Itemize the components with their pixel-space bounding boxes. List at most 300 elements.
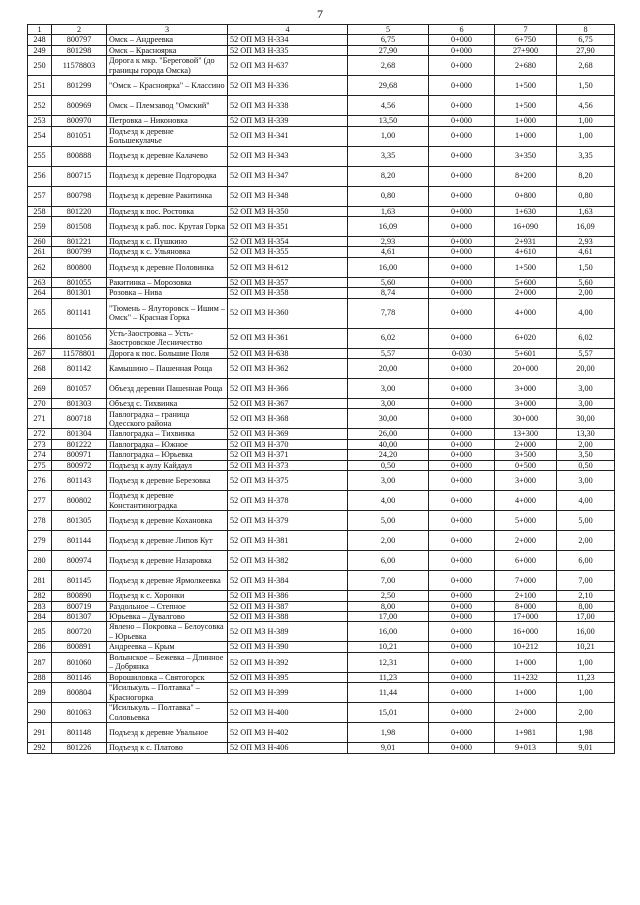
start-km-cell: 0+000 xyxy=(429,571,495,591)
road-id-cell: 52 ОП МЗ Н-361 xyxy=(228,328,348,348)
start-km-cell: 0+000 xyxy=(429,237,495,247)
table-row xyxy=(28,672,615,682)
road-id-cell: 52 ОП МЗ Н-381 xyxy=(228,531,348,551)
section-length-cell: 8,20 xyxy=(557,166,615,186)
road-length-cell: 4,00 xyxy=(348,491,429,511)
road-length-cell: 24,20 xyxy=(348,450,429,460)
table-row xyxy=(28,328,615,348)
road-name-cell: Петровка – Никоновка xyxy=(107,116,228,126)
end-km-cell: 3+500 xyxy=(495,450,557,460)
road-code-cell: 801307 xyxy=(52,611,107,621)
road-name-cell: Павлоградка – Тихвинка xyxy=(107,429,228,439)
road-id-cell: 52 ОП МЗ Н-389 xyxy=(228,622,348,642)
section-length-cell: 1,98 xyxy=(557,723,615,743)
section-length-cell: 6,75 xyxy=(557,35,615,45)
road-length-cell: 5,60 xyxy=(348,277,429,287)
section-length-cell: 4,56 xyxy=(557,96,615,116)
row-number-cell: 289 xyxy=(28,683,52,703)
road-name-cell: Подъезд к раб. пос. Крутая Горка xyxy=(107,217,228,237)
start-km-cell: 0+000 xyxy=(429,45,495,55)
end-km-cell: 0+500 xyxy=(495,460,557,470)
start-km-cell: 0+000 xyxy=(429,642,495,652)
row-number-cell: 256 xyxy=(28,166,52,186)
column-header: 7 xyxy=(495,25,557,35)
section-length-cell: 1,00 xyxy=(557,116,615,126)
start-km-cell: 0+000 xyxy=(429,611,495,621)
road-name-cell: Явлено – Покровка – Белоусовка – Юрьевка xyxy=(107,622,228,642)
road-length-cell: 15,01 xyxy=(348,703,429,723)
table-row xyxy=(28,247,615,257)
road-name-cell: "Омск – Красноярка" – Классино xyxy=(107,76,228,96)
road-code-cell: 800800 xyxy=(52,257,107,277)
road-length-cell: 3,35 xyxy=(348,146,429,166)
road-code-cell: 801145 xyxy=(52,571,107,591)
road-id-cell: 52 ОП МЗ Н-362 xyxy=(228,359,348,379)
road-code-cell: 801056 xyxy=(52,328,107,348)
row-number-cell: 266 xyxy=(28,328,52,348)
end-km-cell: 3+000 xyxy=(495,399,557,409)
start-km-cell: 0+000 xyxy=(429,56,495,76)
road-name-cell: Объезд деревни Пашенная Роща xyxy=(107,379,228,399)
table-row xyxy=(28,703,615,723)
start-km-cell: 0+000 xyxy=(429,277,495,287)
row-number-cell: 268 xyxy=(28,359,52,379)
road-code-cell: 800891 xyxy=(52,642,107,652)
row-number-cell: 277 xyxy=(28,491,52,511)
road-id-cell: 52 ОП МЗ Н-369 xyxy=(228,429,348,439)
road-name-cell: Подъезд к пос. Ростовка xyxy=(107,206,228,216)
section-length-cell: 1,50 xyxy=(557,76,615,96)
table-row xyxy=(28,409,615,429)
road-id-cell: 52 ОП МЗ Н-375 xyxy=(228,471,348,491)
road-code-cell: 800974 xyxy=(52,551,107,571)
section-length-cell: 0,50 xyxy=(557,460,615,470)
start-km-cell: 0+000 xyxy=(429,683,495,703)
start-km-cell: 0+000 xyxy=(429,217,495,237)
road-code-cell: 800799 xyxy=(52,247,107,257)
road-name-cell: Омск – Племзавод "Омский" xyxy=(107,96,228,116)
row-number-cell: 270 xyxy=(28,399,52,409)
row-number-cell: 264 xyxy=(28,288,52,298)
section-length-cell: 1,00 xyxy=(557,652,615,672)
end-km-cell: 3+350 xyxy=(495,146,557,166)
start-km-cell: 0+000 xyxy=(429,206,495,216)
road-name-cell: Дорога к пос. Большие Поля xyxy=(107,348,228,358)
end-km-cell: 2+000 xyxy=(495,439,557,449)
row-number-cell: 278 xyxy=(28,511,52,531)
road-name-cell: Подъезд к деревне Большекулачье xyxy=(107,126,228,146)
road-id-cell: 52 ОП МЗ Н-355 xyxy=(228,247,348,257)
road-length-cell: 6,02 xyxy=(348,328,429,348)
road-length-cell: 2,93 xyxy=(348,237,429,247)
table-row xyxy=(28,471,615,491)
section-length-cell: 3,35 xyxy=(557,146,615,166)
road-name-cell: Подъезд к с. Пушкино xyxy=(107,237,228,247)
row-number-cell: 280 xyxy=(28,551,52,571)
end-km-cell: 1+500 xyxy=(495,96,557,116)
end-km-cell: 2+000 xyxy=(495,703,557,723)
table-row xyxy=(28,206,615,216)
table-row xyxy=(28,116,615,126)
column-header: 1 xyxy=(28,25,52,35)
start-km-cell: 0+000 xyxy=(429,551,495,571)
road-code-cell: 800971 xyxy=(52,450,107,460)
table-row xyxy=(28,439,615,449)
section-length-cell: 5,00 xyxy=(557,511,615,531)
road-id-cell: 52 ОП МЗ Н-358 xyxy=(228,288,348,298)
start-km-cell: 0+000 xyxy=(429,186,495,206)
row-number-cell: 272 xyxy=(28,429,52,439)
section-length-cell: 20,00 xyxy=(557,359,615,379)
table-row xyxy=(28,611,615,621)
road-id-cell: 52 ОП МЗ Н-395 xyxy=(228,672,348,682)
road-id-cell: 52 ОП МЗ Н-388 xyxy=(228,611,348,621)
start-km-cell: 0-030 xyxy=(429,348,495,358)
end-km-cell: 13+300 xyxy=(495,429,557,439)
row-number-cell: 249 xyxy=(28,45,52,55)
section-length-cell: 0,80 xyxy=(557,186,615,206)
road-name-cell: Павлоградка – Юрьевка xyxy=(107,450,228,460)
road-id-cell: 52 ОП МЗ Н-343 xyxy=(228,146,348,166)
road-name-cell: Подъезд к деревне Кохановка xyxy=(107,511,228,531)
road-length-cell: 8,74 xyxy=(348,288,429,298)
row-number-cell: 255 xyxy=(28,146,52,166)
road-name-cell: "Тюмень – Ялуторовск – Ишим – Омск" – Красная Горка xyxy=(107,298,228,328)
section-length-cell: 11,23 xyxy=(557,672,615,682)
road-name-cell: Андреевка – Крым xyxy=(107,642,228,652)
table-row xyxy=(28,298,615,328)
road-code-cell: 801148 xyxy=(52,723,107,743)
table-row xyxy=(28,257,615,277)
road-id-cell: 52 ОП МЗ Н-334 xyxy=(228,35,348,45)
end-km-cell: 8+200 xyxy=(495,166,557,186)
road-name-cell: Омск – Красноярка xyxy=(107,45,228,55)
start-km-cell: 0+000 xyxy=(429,116,495,126)
road-id-cell: 52 ОП МЗ Н-350 xyxy=(228,206,348,216)
road-length-cell: 3,00 xyxy=(348,471,429,491)
table-row xyxy=(28,460,615,470)
road-id-cell: 52 ОП МЗ Н-400 xyxy=(228,703,348,723)
road-length-cell: 10,21 xyxy=(348,642,429,652)
road-code-cell: 801063 xyxy=(52,703,107,723)
table-row xyxy=(28,146,615,166)
road-name-cell: Волынское – Бежевка – Длинное – Добрянка xyxy=(107,652,228,672)
road-code-cell: 801508 xyxy=(52,217,107,237)
road-length-cell: 9,01 xyxy=(348,743,429,753)
road-id-cell: 52 ОП МЗ Н-371 xyxy=(228,450,348,460)
start-km-cell: 0+000 xyxy=(429,672,495,682)
section-length-cell: 5,60 xyxy=(557,277,615,287)
table-row xyxy=(28,237,615,247)
road-name-cell: Подъезд к с. Платово xyxy=(107,743,228,753)
road-name-cell: Подъезд к деревне Подгородка xyxy=(107,166,228,186)
road-name-cell: "Исилькуль – Полтавка" – Соловьевка xyxy=(107,703,228,723)
row-number-cell: 285 xyxy=(28,622,52,642)
row-number-cell: 250 xyxy=(28,56,52,76)
row-number-cell: 273 xyxy=(28,439,52,449)
road-name-cell: Раздольное – Степное xyxy=(107,601,228,611)
table-row xyxy=(28,45,615,55)
road-code-cell: 801220 xyxy=(52,206,107,216)
table-row xyxy=(28,723,615,743)
table-row xyxy=(28,511,615,531)
row-number-cell: 254 xyxy=(28,126,52,146)
row-number-cell: 261 xyxy=(28,247,52,257)
road-code-cell: 801222 xyxy=(52,439,107,449)
road-name-cell: Юрьевка – Дувалгово xyxy=(107,611,228,621)
start-km-cell: 0+000 xyxy=(429,126,495,146)
section-length-cell: 3,00 xyxy=(557,471,615,491)
column-header: 6 xyxy=(429,25,495,35)
column-header: 3 xyxy=(107,25,228,35)
road-name-cell: Подъезд к деревне Березовка xyxy=(107,471,228,491)
road-length-cell: 6,75 xyxy=(348,35,429,45)
table-row xyxy=(28,96,615,116)
row-number-cell: 253 xyxy=(28,116,52,126)
road-id-cell: 52 ОП МЗ Н-402 xyxy=(228,723,348,743)
road-id-cell: 52 ОП МЗ Н-367 xyxy=(228,399,348,409)
row-number-cell: 265 xyxy=(28,298,52,328)
road-id-cell: 52 ОП МЗ Н-370 xyxy=(228,439,348,449)
road-id-cell: 52 ОП МЗ Н-406 xyxy=(228,743,348,753)
end-km-cell: 1+000 xyxy=(495,652,557,672)
road-name-cell: Подъезд к деревне Константиноградка xyxy=(107,491,228,511)
road-id-cell: 52 ОП МЗ Н-354 xyxy=(228,237,348,247)
section-length-cell: 3,00 xyxy=(557,379,615,399)
end-km-cell: 6+750 xyxy=(495,35,557,45)
end-km-cell: 16+000 xyxy=(495,622,557,642)
road-code-cell: 801143 xyxy=(52,471,107,491)
road-length-cell: 16,00 xyxy=(348,257,429,277)
section-length-cell: 9,01 xyxy=(557,743,615,753)
section-length-cell: 1,00 xyxy=(557,126,615,146)
row-number-cell: 292 xyxy=(28,743,52,753)
road-length-cell: 5,00 xyxy=(348,511,429,531)
section-length-cell: 5,57 xyxy=(557,348,615,358)
row-number-cell: 271 xyxy=(28,409,52,429)
road-length-cell: 3,00 xyxy=(348,399,429,409)
end-km-cell: 20+000 xyxy=(495,359,557,379)
road-length-cell: 2,00 xyxy=(348,531,429,551)
start-km-cell: 0+000 xyxy=(429,96,495,116)
road-length-cell: 16,09 xyxy=(348,217,429,237)
start-km-cell: 0+000 xyxy=(429,146,495,166)
section-length-cell: 2,68 xyxy=(557,56,615,76)
row-number-cell: 282 xyxy=(28,591,52,601)
road-code-cell: 800798 xyxy=(52,186,107,206)
start-km-cell: 0+000 xyxy=(429,328,495,348)
end-km-cell: 4+610 xyxy=(495,247,557,257)
road-code-cell: 801305 xyxy=(52,511,107,531)
start-km-cell: 0+000 xyxy=(429,450,495,460)
start-km-cell: 0+000 xyxy=(429,652,495,672)
road-name-cell: "Исилькуль – Полтавка" – Красногорка xyxy=(107,683,228,703)
row-number-cell: 269 xyxy=(28,379,52,399)
road-length-cell: 0,50 xyxy=(348,460,429,470)
road-name-cell: Ракитинка – Морозовка xyxy=(107,277,228,287)
end-km-cell: 5+000 xyxy=(495,511,557,531)
table-row xyxy=(28,491,615,511)
road-code-cell: 800720 xyxy=(52,622,107,642)
table-row xyxy=(28,166,615,186)
road-length-cell: 7,00 xyxy=(348,571,429,591)
table-body xyxy=(28,35,615,753)
road-length-cell: 6,00 xyxy=(348,551,429,571)
section-length-cell: 2,00 xyxy=(557,439,615,449)
start-km-cell: 0+000 xyxy=(429,601,495,611)
road-length-cell: 30,00 xyxy=(348,409,429,429)
table-row xyxy=(28,217,615,237)
column-header: 2 xyxy=(52,25,107,35)
start-km-cell: 0+000 xyxy=(429,460,495,470)
section-length-cell: 2,00 xyxy=(557,288,615,298)
end-km-cell: 6+000 xyxy=(495,551,557,571)
roads-table xyxy=(27,24,615,754)
table-row xyxy=(28,76,615,96)
road-code-cell: 801298 xyxy=(52,45,107,55)
page-number: 7 xyxy=(317,7,323,21)
end-km-cell: 1+000 xyxy=(495,126,557,146)
road-code-cell: 801146 xyxy=(52,672,107,682)
end-km-cell: 6+020 xyxy=(495,328,557,348)
road-name-cell: Подъезд к деревне Половинка xyxy=(107,257,228,277)
end-km-cell: 3+000 xyxy=(495,379,557,399)
road-code-cell: 11578801 xyxy=(52,348,107,358)
road-code-cell: 800804 xyxy=(52,683,107,703)
section-length-cell: 2,00 xyxy=(557,531,615,551)
road-code-cell: 800715 xyxy=(52,166,107,186)
road-length-cell: 11,23 xyxy=(348,672,429,682)
row-number-cell: 286 xyxy=(28,642,52,652)
section-length-cell: 2,00 xyxy=(557,703,615,723)
road-length-cell: 20,00 xyxy=(348,359,429,379)
table-row xyxy=(28,277,615,287)
row-number-cell: 275 xyxy=(28,460,52,470)
end-km-cell: 4+000 xyxy=(495,298,557,328)
road-length-cell: 2,68 xyxy=(348,56,429,76)
road-id-cell: 52 ОП МЗ Н-379 xyxy=(228,511,348,531)
end-km-cell: 30+000 xyxy=(495,409,557,429)
road-name-cell: Усть-Заостровка – Усть-Заостровское Лесничество xyxy=(107,328,228,348)
road-id-cell: 52 ОП МЗ Н-386 xyxy=(228,591,348,601)
start-km-cell: 0+000 xyxy=(429,491,495,511)
table-row xyxy=(28,642,615,652)
start-km-cell: 0+000 xyxy=(429,166,495,186)
road-id-cell: 52 ОП МЗ Н-335 xyxy=(228,45,348,55)
road-code-cell: 800802 xyxy=(52,491,107,511)
road-length-cell: 13,50 xyxy=(348,116,429,126)
row-number-cell: 248 xyxy=(28,35,52,45)
section-length-cell: 8,00 xyxy=(557,601,615,611)
section-length-cell: 30,00 xyxy=(557,409,615,429)
road-id-cell: 52 ОП МЗ Н-336 xyxy=(228,76,348,96)
start-km-cell: 0+000 xyxy=(429,723,495,743)
end-km-cell: 11+232 xyxy=(495,672,557,682)
road-id-cell: 52 ОП МЗ Н-373 xyxy=(228,460,348,470)
road-code-cell: 801055 xyxy=(52,277,107,287)
road-length-cell: 29,68 xyxy=(348,76,429,96)
end-km-cell: 17+000 xyxy=(495,611,557,621)
road-length-cell: 3,00 xyxy=(348,379,429,399)
road-id-cell: 52 ОП МЗ Н-612 xyxy=(228,257,348,277)
road-name-cell: Подъезд к деревне Ракитинка xyxy=(107,186,228,206)
start-km-cell: 0+000 xyxy=(429,429,495,439)
start-km-cell: 0+000 xyxy=(429,288,495,298)
row-number-cell: 284 xyxy=(28,611,52,621)
road-length-cell: 8,20 xyxy=(348,166,429,186)
table-row xyxy=(28,652,615,672)
table-row xyxy=(28,35,615,45)
section-length-cell: 3,00 xyxy=(557,399,615,409)
section-length-cell: 4,61 xyxy=(557,247,615,257)
start-km-cell: 0+000 xyxy=(429,471,495,491)
row-number-cell: 263 xyxy=(28,277,52,287)
road-name-cell: Камышино – Пашенная Роща xyxy=(107,359,228,379)
road-length-cell: 1,00 xyxy=(348,126,429,146)
end-km-cell: 7+000 xyxy=(495,571,557,591)
end-km-cell: 1+500 xyxy=(495,257,557,277)
road-code-cell: 800972 xyxy=(52,460,107,470)
road-length-cell: 16,00 xyxy=(348,622,429,642)
end-km-cell: 8+000 xyxy=(495,601,557,611)
road-code-cell: 801221 xyxy=(52,237,107,247)
road-id-cell: 52 ОП МЗ Н-347 xyxy=(228,166,348,186)
section-length-cell: 3,50 xyxy=(557,450,615,460)
end-km-cell: 4+000 xyxy=(495,491,557,511)
road-name-cell: Объезд с. Тихвинка xyxy=(107,399,228,409)
road-code-cell: 801142 xyxy=(52,359,107,379)
road-id-cell: 52 ОП МЗ Н-339 xyxy=(228,116,348,126)
section-length-cell: 1,50 xyxy=(557,257,615,277)
start-km-cell: 0+000 xyxy=(429,743,495,753)
start-km-cell: 0+000 xyxy=(429,511,495,531)
row-number-cell: 258 xyxy=(28,206,52,216)
start-km-cell: 0+000 xyxy=(429,257,495,277)
table-row xyxy=(28,450,615,460)
row-number-cell: 291 xyxy=(28,723,52,743)
road-code-cell: 801051 xyxy=(52,126,107,146)
table-row xyxy=(28,359,615,379)
end-km-cell: 3+000 xyxy=(495,471,557,491)
road-length-cell: 11,44 xyxy=(348,683,429,703)
road-id-cell: 52 ОП МЗ Н-637 xyxy=(228,56,348,76)
road-length-cell: 2,50 xyxy=(348,591,429,601)
road-id-cell: 52 ОП МЗ Н-341 xyxy=(228,126,348,146)
end-km-cell: 2+100 xyxy=(495,591,557,601)
row-number-cell: 262 xyxy=(28,257,52,277)
table-row xyxy=(28,743,615,753)
road-length-cell: 12,31 xyxy=(348,652,429,672)
end-km-cell: 2+000 xyxy=(495,531,557,551)
road-id-cell: 52 ОП МЗ Н-387 xyxy=(228,601,348,611)
end-km-cell: 2+931 xyxy=(495,237,557,247)
road-id-cell: 52 ОП МЗ Н-348 xyxy=(228,186,348,206)
road-length-cell: 7,78 xyxy=(348,298,429,328)
end-km-cell: 1+630 xyxy=(495,206,557,216)
section-length-cell: 10,21 xyxy=(557,642,615,652)
row-number-cell: 274 xyxy=(28,450,52,460)
road-code-cell: 800969 xyxy=(52,96,107,116)
section-length-cell: 16,00 xyxy=(557,622,615,642)
row-number-cell: 259 xyxy=(28,217,52,237)
road-code-cell: 800970 xyxy=(52,116,107,126)
section-length-cell: 27,90 xyxy=(557,45,615,55)
end-km-cell: 1+981 xyxy=(495,723,557,743)
road-name-cell: Подъезд к деревне Назаровка xyxy=(107,551,228,571)
table-row xyxy=(28,399,615,409)
road-length-cell: 4,61 xyxy=(348,247,429,257)
road-name-cell: Подъезд к деревне Липов Кут xyxy=(107,531,228,551)
